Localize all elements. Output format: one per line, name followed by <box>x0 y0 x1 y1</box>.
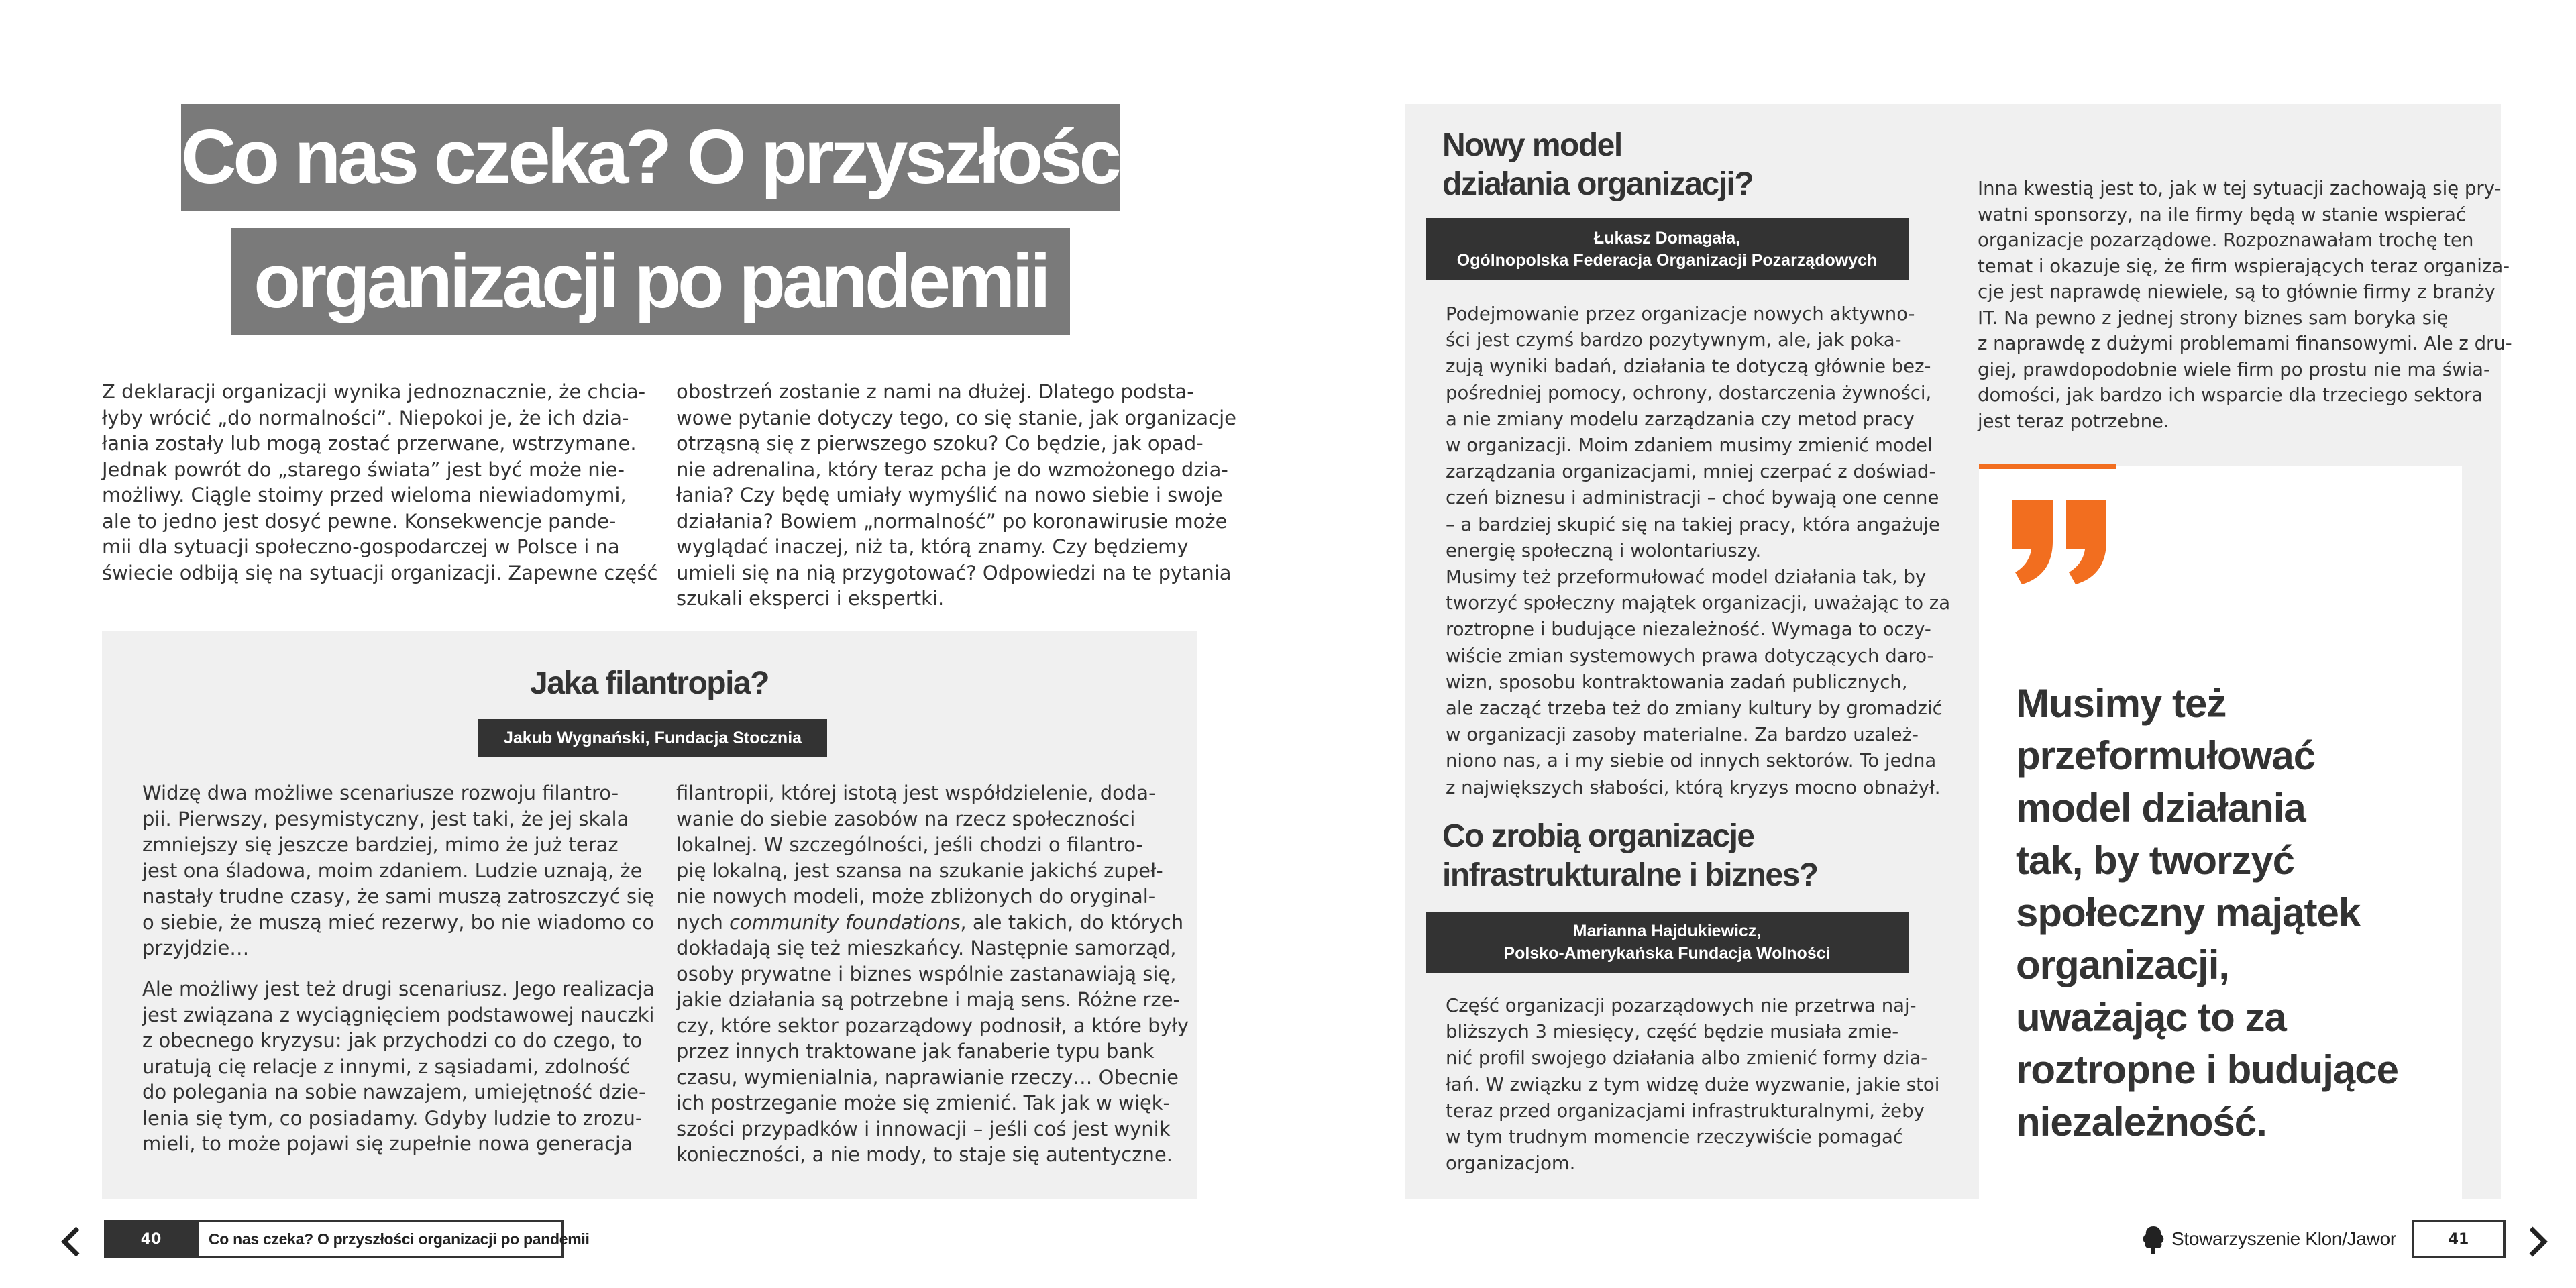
text-line: przez innych traktowane jak fanaberie typu bank <box>676 1040 1155 1063</box>
text-line: obostrzeń zostanie z nami na dłużej. Dlatego podsta- <box>676 380 1194 403</box>
text-line: Ale możliwy jest też drugi scenariusz. Jego realizacja <box>142 977 655 1000</box>
text-line: nie adrenalina, który teraz pcha je do wzmożonego dzia- <box>676 458 1228 481</box>
chevron-right-icon[interactable] <box>2526 1226 2550 1258</box>
text-line: lenia się tym, co posiadamy. Gdyby ludzie to zrozu- <box>142 1106 643 1130</box>
text-line: umieli się na nią przygotować? Odpowiedzi na te pytania <box>676 561 1232 584</box>
sponsors-text <box>1978 176 2512 434</box>
philanthropy-col2-italic-line <box>676 910 1189 936</box>
text-line: osoby prywatne i biznes wspólnie zastanawiają się, <box>676 962 1177 985</box>
new-model-heading <box>1442 126 1753 204</box>
pull-quote-text <box>2016 678 2398 1148</box>
text-line: do polegania na sobie nawzajem, umiejętność dzie- <box>142 1081 646 1104</box>
text-line: bliższych 3 miesięcy, część będzie musiała zmie- <box>1446 1021 1899 1043</box>
text-line: zmniejszy się jeszcze bardziej, mimo że już teraz <box>142 833 619 856</box>
author-name: Łukasz Domagała, <box>1593 228 1741 248</box>
text-line: możliwy. Ciągle stoimy przed wieloma niewiadomymi, <box>102 484 627 506</box>
text-line: uratują cię relacje z innymi, z sąsiadami, zdolność <box>142 1055 630 1078</box>
intro-column-2 <box>676 379 1236 612</box>
philanthropy-col2-part-a <box>676 780 1189 910</box>
text-line: społeczny majątek <box>2016 890 2361 935</box>
text-line: Z deklaracji organizacji wynika jednoznacznie, że chcia- <box>102 380 646 403</box>
philanthropy-col2-part-b <box>676 935 1189 1168</box>
text-line: w organizacji zasoby materialne. Za bardzo uzależ- <box>1446 724 1919 746</box>
text-line: ale to jedno jest dosyć pewne. Konsekwencje pande- <box>102 509 616 533</box>
author-affiliation: Ogólnopolska Federacja Organizacji Pozarządowych <box>1456 250 1878 270</box>
text-line: domości, jak bardzo ich wsparcie dla trzeciego sektora <box>1978 384 2483 406</box>
text-fragment: , ale takich, do których <box>960 910 1184 934</box>
text-line: filantropii, której istotą jest współdzielenie, doda- <box>676 782 1156 804</box>
heading-line: Co zrobią organizacje <box>1442 818 1754 854</box>
text-line: IT. Na pewno z jednej strony biznes sam boryka się <box>1978 307 2449 329</box>
text-line: wanie do siebie zasobów na rzecz społeczności <box>676 807 1136 830</box>
text-line: teraz przed organizacjami infrastrukturalnymi, żeby <box>1446 1099 1925 1122</box>
text-line: konieczności, a nie mody, to staje się autentyczne. <box>676 1143 1173 1166</box>
text-line: lokalnej. W szczególności, jeśli chodzi o filantro- <box>676 833 1143 856</box>
right-page-number: 41 <box>2412 1220 2506 1258</box>
text-line: z naprawdę z dużymi problemami finansowymi. Ale z dru- <box>1978 333 2512 354</box>
text-line: przyjdzie… <box>142 936 250 959</box>
text-line: pośredniej pomocy, ochrony, dostarczenia żywności, <box>1446 382 1932 404</box>
text-line: cje jest naprawdę niewiele, są to głównie firmy z branży <box>1978 281 2496 303</box>
heading-line: Nowy model <box>1442 127 1622 163</box>
heading-line: działania organizacji? <box>1442 166 1754 202</box>
text-line: – a bardziej skupić się na takiej pracy, która angażuje <box>1446 513 1940 535</box>
text-line: szości przypadków i innowacji – jeśli coś jest wynik <box>676 1117 1171 1140</box>
text-line: Inna kwestią jest to, jak w tej sytuacji zachowają się pry- <box>1978 178 2502 199</box>
text-line: Widzę dwa możliwe scenariusze rozwoju filantro- <box>142 782 619 804</box>
left-page-number: 40 <box>104 1220 198 1258</box>
text-line: niono nas, a i my siebie od innych sektorów. To jedna <box>1446 750 1937 772</box>
author-name: Jakub Wygnański, Fundacja Stocznia <box>503 728 802 747</box>
text-line: organizacje pozarządowe. Rozpoznawałam trochę ten <box>1978 229 2474 251</box>
text-line: łań. W związku z tym widzę duże wyzwanie, jakie stoi <box>1446 1073 1940 1095</box>
text-line: pii. Pierwszy, pesymistyczny, jest taki, że jej skala <box>142 807 629 830</box>
left-footer-title: Co nas czeka? O przyszłości organizacji po pandemii <box>197 1220 564 1258</box>
text-line: otrząsną się z pierwszego szoku? Co będzie, jak opad- <box>676 432 1203 455</box>
text-line: ści jest czymś bardzo pozytywnym, ale, jak poka- <box>1446 329 1902 352</box>
text-line: giej, prawdopodobnie wiele firm po prostu nie ma świa- <box>1978 358 2490 380</box>
page-title-line-1: Co nas czeka? O przyszłości <box>181 104 1120 211</box>
text-fragment: nych <box>676 910 730 934</box>
text-line: uważając to za <box>2016 995 2286 1040</box>
italic-term: community foundations <box>729 910 961 934</box>
text-line: łania? Czy będę umiały wymyślić na nowo siebie i swoje <box>676 484 1223 506</box>
text-line: Jednak powrót do „starego świata” jest być może nie- <box>102 458 625 481</box>
text-line: wizn, sposobu kontraktowania zadań publicznych, <box>1446 671 1908 693</box>
text-line: a nie zmiany modelu zarządzania czy metod pracy <box>1446 408 1915 430</box>
philanthropy-author-badge <box>478 719 827 757</box>
infrastructure-heading <box>1442 817 1818 895</box>
text-line: nastały trudne czasy, że sami muszą zatroszczyć się <box>142 885 655 908</box>
organization-name: Stowarzyszenie Klon/Jawor <box>2171 1228 2396 1249</box>
text-line: Musimy też przeformułować model działania tak, by <box>1446 566 1927 588</box>
text-line: nie nowych modeli, może zbliżonych do oryginal- <box>676 885 1156 908</box>
text-line: zarządzania organizacjami, mniej czerpać z doświad- <box>1446 461 1936 483</box>
text-line: model działania <box>2016 786 2306 830</box>
text-line: pię lokalną, jest szansa na szukanie jakichś zupeł- <box>676 859 1163 882</box>
tree-icon <box>2141 1225 2165 1256</box>
text-line: czy, które sektor pozarządowy podnosił, a które były <box>676 1014 1189 1037</box>
text-line: nić profil swojego działania albo zmienić formy dzia- <box>1446 1047 1928 1069</box>
text-line: zują wyniki badań, działania te dotyczą głównie bez- <box>1446 356 1931 378</box>
text-line: temat i okazuje się, że firm wspierających teraz organiza- <box>1978 255 2510 277</box>
text-line: czeń biznesu i administracji – choć bywają one cenne <box>1446 487 1939 509</box>
philanthropy-heading: Jaka filantropia? <box>530 665 769 701</box>
author-name: Marianna Hajdukiewicz, <box>1572 922 1762 941</box>
philanthropy-col2 <box>676 780 1189 1168</box>
text-line: Podejmowanie przez organizacje nowych aktywno- <box>1446 303 1915 325</box>
page-title-line-2: organizacji po pandemii <box>231 228 1070 335</box>
text-line: wyglądać inaczej, niż ta, którą znamy. Czy będziemy <box>676 535 1189 558</box>
text-line: działania? Bowiem „normalność” po koronawirusie może <box>676 509 1228 533</box>
text-line: z obecnego kryzysu: jak przychodzi co do czego, to <box>142 1029 643 1052</box>
text-line: energię społeczną i wolontariuszy. <box>1446 539 1762 561</box>
quote-accent-bar <box>1979 464 2116 469</box>
infrastructure-text <box>1446 993 1939 1177</box>
text-line: czasu, wymienialnia, naprawianie rzeczy… Obecnie <box>676 1065 1179 1089</box>
text-line: tak, by tworzyć <box>2016 838 2295 883</box>
text-line: Musimy też <box>2016 681 2226 726</box>
text-line: mieli, to może pojawi się zupełnie nowa generacja <box>142 1132 633 1155</box>
intro-column-1 <box>102 379 657 586</box>
heading-line: infrastrukturalne i biznes? <box>1442 857 1818 893</box>
text-line: przeformułować <box>2016 733 2316 778</box>
text-line: jakie działania są potrzebne i mają sens. Różne rze- <box>676 988 1181 1011</box>
infrastructure-author-badge <box>1426 912 1909 973</box>
new-model-author-badge <box>1426 218 1909 280</box>
text-line: jest związana z wyciągnięciem podstawowej nauczki <box>142 1003 655 1026</box>
text-line: ich postrzeganie może się zmienić. Tak jak w więk- <box>676 1091 1170 1114</box>
text-line: w tym trudnym momencie rzeczywiście pomagać <box>1446 1126 1903 1148</box>
philanthropy-col1-para1 <box>142 780 654 961</box>
text-line: w organizacji. Moim zdaniem musimy zmienić model <box>1446 435 1933 457</box>
text-line: o siebie, że muszą mieć rezerwy, bo nie wiadomo co <box>142 910 655 934</box>
text-line: szukali eksperci i ekspertki. <box>676 587 945 610</box>
text-line: łyby wrócić „do normalności”. Niepokoi je, że ich dzia- <box>102 406 629 429</box>
quote-mark-icon <box>2012 500 2113 587</box>
text-line: tworzyć społeczny majątek organizacji, uważając to za <box>1446 592 1951 614</box>
text-line: organizacji, <box>2016 943 2230 987</box>
text-line: z największych słabości, którą kryzys mocno obnażył. <box>1446 776 1941 798</box>
text-line: mii dla sytuacji społeczno-gospodarczej w Polsce i na <box>102 535 620 558</box>
text-line: organizacjom. <box>1446 1152 1576 1175</box>
text-line: wiście zmian systemowych prawa dotyczących daro- <box>1446 645 1934 667</box>
text-line: ale zacząć trzeba też do zmiany kultury by gromadzić <box>1446 698 1943 720</box>
text-line: roztropne i budujące <box>2016 1047 2399 1092</box>
text-line: watni sponsorzy, na ile firmy będą w stanie wspierać <box>1978 203 2466 225</box>
text-line: dokładają się też mieszkańcy. Następnie samorząd, <box>676 936 1177 959</box>
text-line: niezależność. <box>2016 1099 2267 1144</box>
author-affiliation: Polsko-Amerykańska Fundacja Wolności <box>1503 944 1831 963</box>
chevron-left-icon[interactable] <box>59 1226 83 1258</box>
text-line: jest teraz potrzebne. <box>1978 410 2169 432</box>
philanthropy-col1-para2 <box>142 976 655 1157</box>
text-line: Część organizacji pozarządowych nie przetrwa naj- <box>1446 995 1917 1016</box>
text-line: świecie odbiją się na sytuacji organizacji. Zapewne część <box>102 561 658 584</box>
text-line: jest ona śladowa, moim zdaniem. Ludzie uznają, że <box>142 859 643 882</box>
text-line: wowe pytanie dotyczy tego, co się stanie, jak organizacje <box>676 406 1237 429</box>
text-line: roztropne i budujące niezależność. Wymaga to oczy- <box>1446 619 1931 641</box>
new-model-text <box>1446 301 1950 801</box>
text-line: łania zostały lub mogą zostać przerwane, wstrzymane. <box>102 432 637 455</box>
